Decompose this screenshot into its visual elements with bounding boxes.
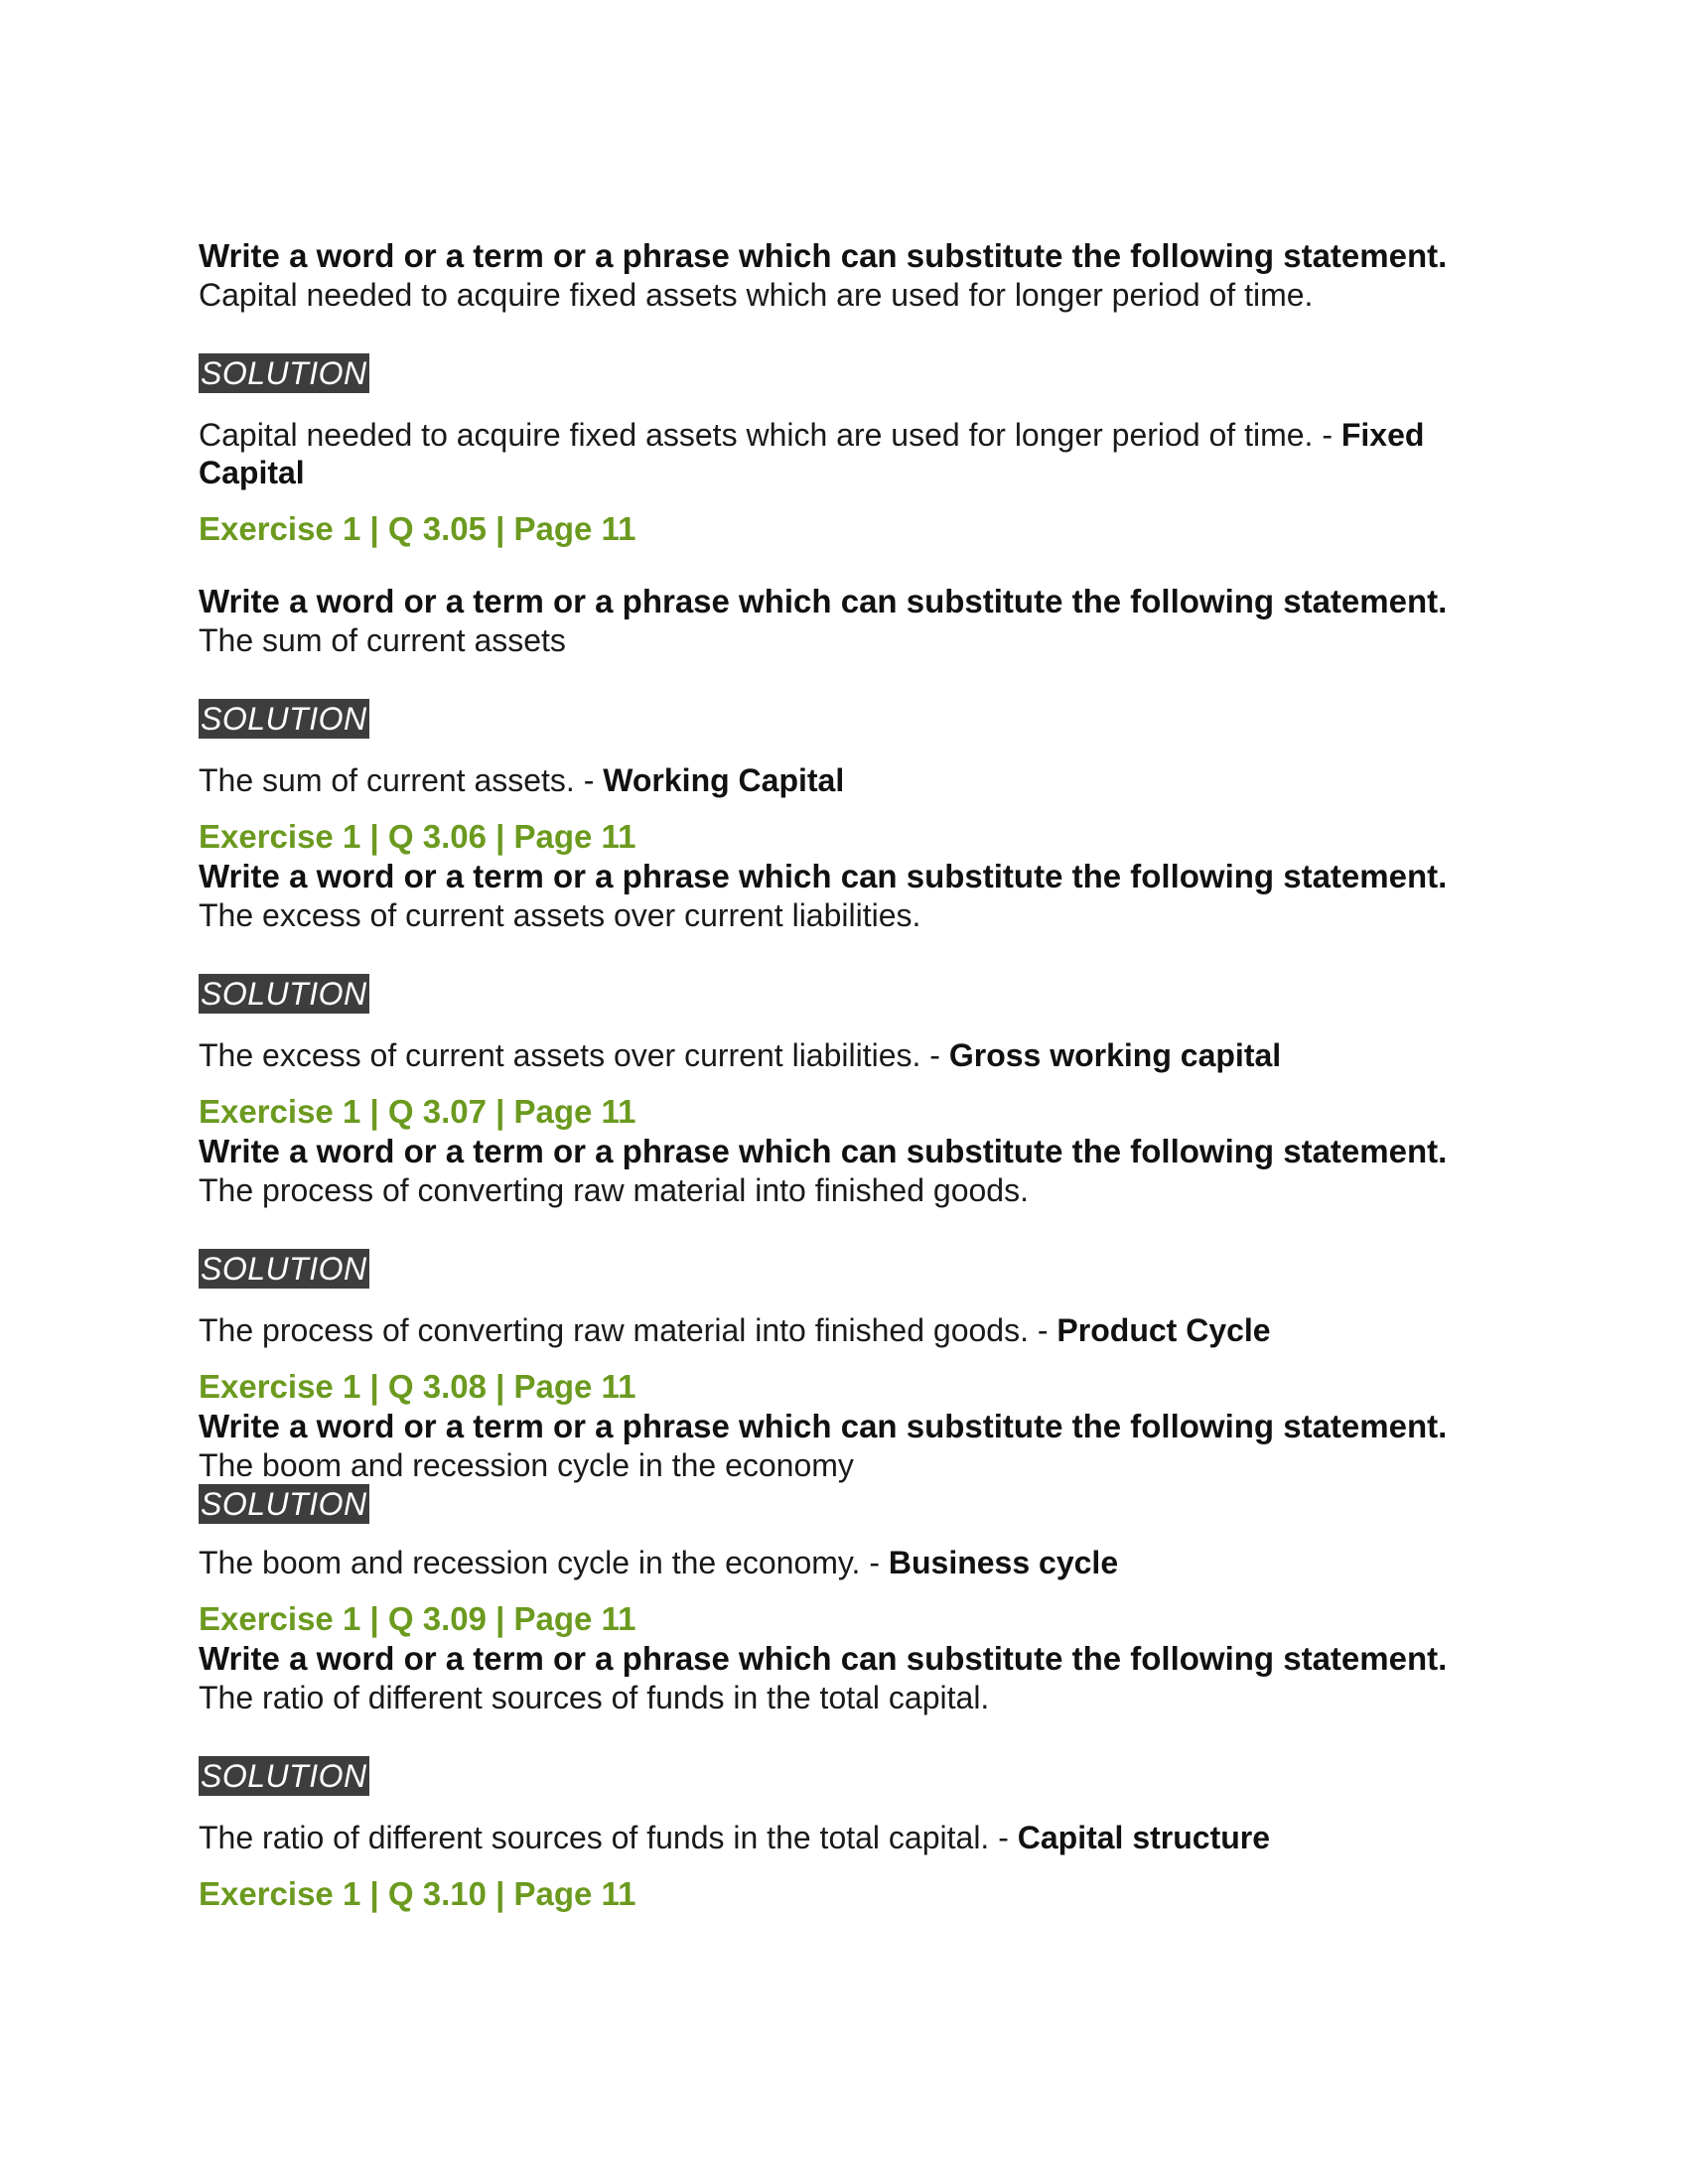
answer-term: Working Capital: [603, 762, 845, 798]
solution-answer: [199, 1544, 1489, 1581]
answer-term: Gross working capital: [948, 1037, 1282, 1073]
solution-label: SOLUTION: [201, 1758, 367, 1794]
solution-answer: [199, 1036, 1489, 1074]
solution-label-row: [199, 974, 1489, 1018]
answer-text: The boom and recession cycle in the economy. -: [199, 1545, 889, 1580]
solution-label: SOLUTION: [201, 976, 367, 1012]
question-statement: The boom and recession cycle in the economy: [199, 1447, 854, 1483]
question-prompt: Write a word or a term or a phrase which can substitute the following statement.: [199, 1408, 1448, 1444]
exercise-reference[interactable]: Exercise 1 | Q 3.06 | Page 11: [199, 818, 636, 855]
question-statement: The process of converting raw material into finished goods.: [199, 1172, 1029, 1208]
answer-term: Capital structure: [1017, 1820, 1271, 1855]
solution-label-row: [199, 1756, 1489, 1800]
solution-answer: [199, 761, 1489, 799]
question-block: [199, 857, 1489, 1132]
question-block: [199, 582, 1489, 857]
question-statement: The excess of current assets over current liabilities.: [199, 897, 921, 933]
question-prompt: Write a word or a term or a phrase which can substitute the following statement.: [199, 1640, 1448, 1677]
answer-text: The ratio of different sources of funds in the total capital. -: [199, 1820, 1018, 1855]
exercise-reference[interactable]: Exercise 1 | Q 3.08 | Page 11: [199, 1368, 636, 1405]
solution-answer: [199, 1311, 1489, 1349]
solution-label: SOLUTION: [201, 1251, 367, 1287]
answer-text: Capital needed to acquire fixed assets which are used for longer period of time. -: [199, 417, 1341, 453]
answer-term: Business cycle: [888, 1545, 1119, 1580]
exercise-reference[interactable]: Exercise 1 | Q 3.09 | Page 11: [199, 1600, 636, 1637]
solution-answer: [199, 1819, 1489, 1856]
solution-label-row: [199, 1484, 1489, 1528]
question-statement: The ratio of different sources of funds in the total capital.: [199, 1680, 990, 1715]
solution-label-row: [199, 353, 1489, 397]
question-block: [199, 1639, 1489, 1914]
question-statement: The sum of current assets: [199, 622, 566, 658]
solution-answer: [199, 416, 1489, 491]
solution-label: SOLUTION: [201, 1486, 367, 1522]
question-prompt: Write a word or a term or a phrase which can substitute the following statement.: [199, 237, 1448, 274]
answer-text: The process of converting raw material into finished goods. -: [199, 1312, 1057, 1348]
answer-term: Fixed Capital: [199, 417, 1425, 490]
document-page: [199, 236, 1489, 1914]
solution-label-row: [199, 699, 1489, 743]
solution-label: SOLUTION: [201, 701, 367, 737]
question-prompt: Write a word or a term or a phrase which can substitute the following statement.: [199, 583, 1448, 619]
exercise-reference[interactable]: Exercise 1 | Q 3.07 | Page 11: [199, 1093, 636, 1130]
question-statement: Capital needed to acquire fixed assets which are used for longer period of time.: [199, 277, 1314, 313]
answer-term: Product Cycle: [1056, 1312, 1271, 1348]
solution-label: SOLUTION: [201, 355, 367, 391]
question-prompt: Write a word or a term or a phrase which can substitute the following statement.: [199, 858, 1448, 894]
solution-label-row: [199, 1249, 1489, 1293]
question-block: [199, 236, 1489, 549]
question-block: [199, 1407, 1489, 1639]
answer-text: The sum of current assets. -: [199, 762, 604, 798]
answer-text: The excess of current assets over current liabilities. -: [199, 1037, 949, 1073]
question-prompt: Write a word or a term or a phrase which can substitute the following statement.: [199, 1133, 1448, 1169]
exercise-reference[interactable]: Exercise 1 | Q 3.05 | Page 11: [199, 510, 636, 547]
question-block: [199, 1132, 1489, 1407]
exercise-reference[interactable]: Exercise 1 | Q 3.10 | Page 11: [199, 1875, 636, 1912]
